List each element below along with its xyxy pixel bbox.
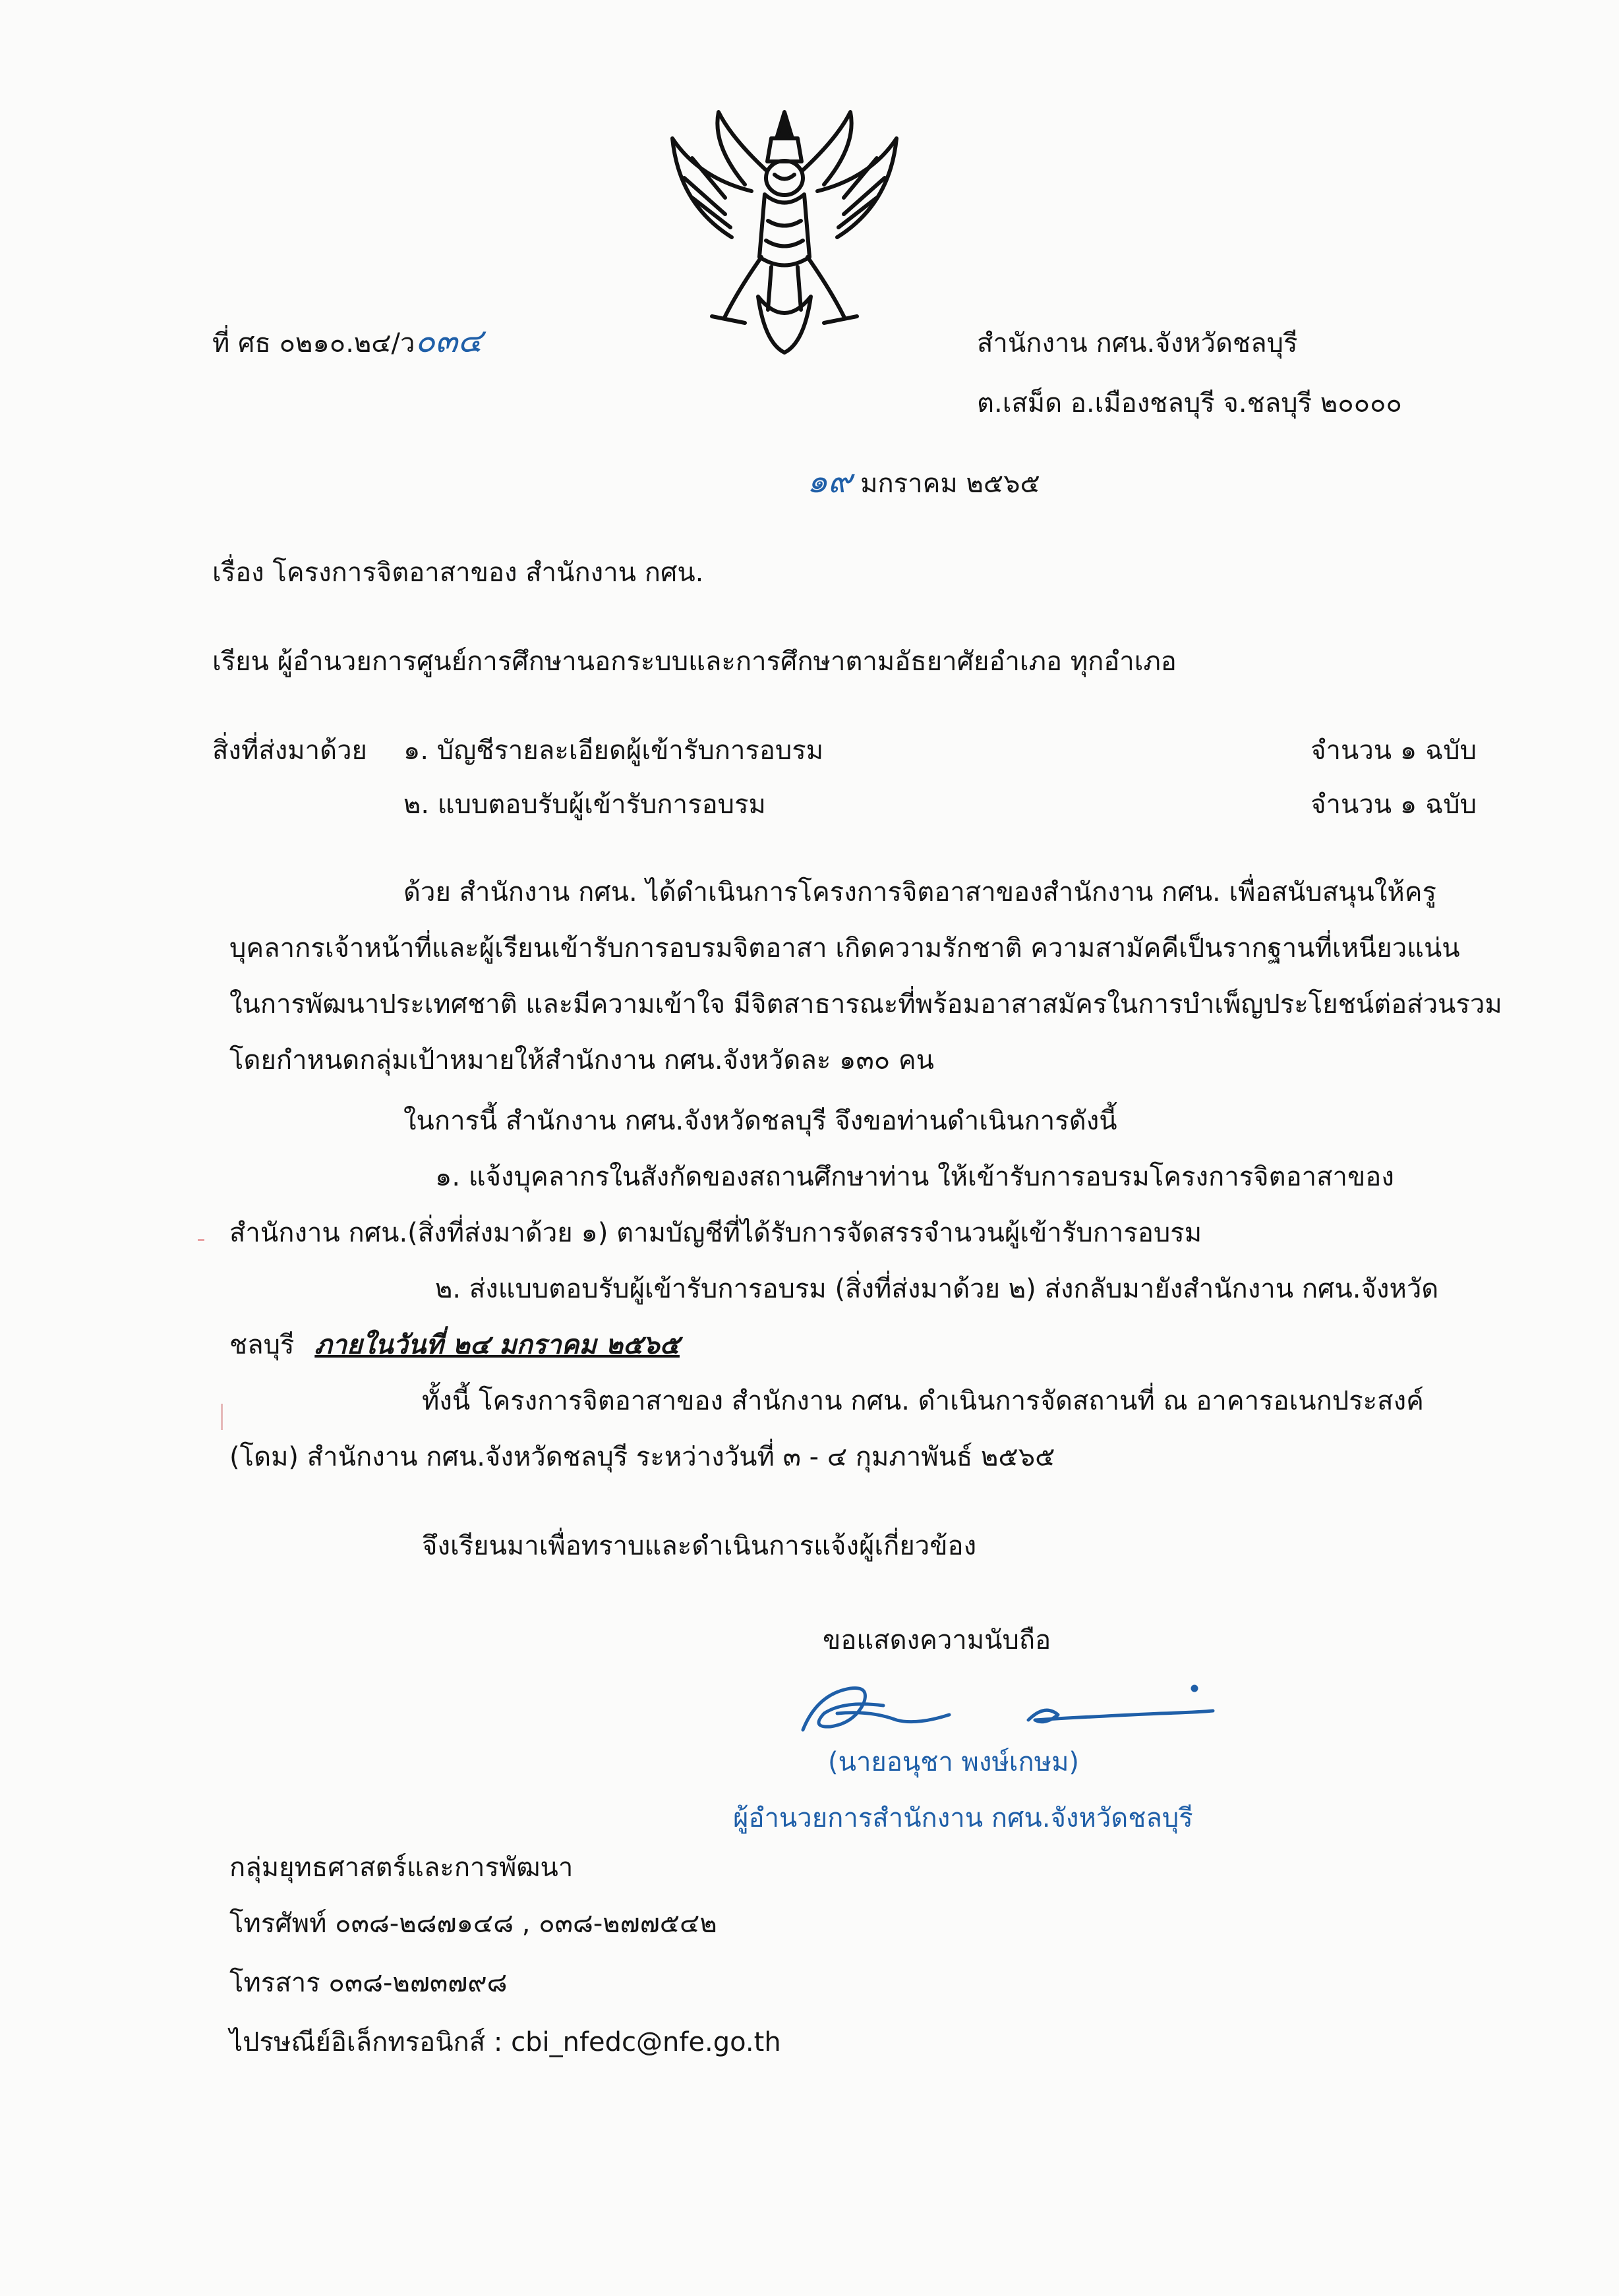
body-paragraph-1-line-1: ด้วย สำนักงาน กศน. ได้ดำเนินการโครงการจิตอาสาของสำนักงาน กศน. เพื่อสนับสนุนให้ครู	[403, 877, 1436, 907]
enclosures-label: สิ่งที่ส่งมาด้วย	[212, 735, 367, 766]
deadline-text: ภายในวันที่ ๒๔ มกราคม ๒๕๖๕	[314, 1330, 680, 1360]
subject-line: เรื่อง โครงการจิตอาสาของ สำนักงาน กศน.	[212, 558, 704, 588]
date-day-handwritten: ๑๙	[807, 462, 852, 500]
margin-mark	[221, 1404, 223, 1430]
reference-number	[212, 321, 483, 360]
footer-department: กลุ่มยุทธศาสตร์และการพัฒนา	[229, 1852, 574, 1883]
recipient-line: เรียน ผู้อำนวยการศูนย์การศึกษานอกระบบและการศึกษาตามอัธยาศัยอำเภอ ทุกอำเภอ	[212, 646, 1177, 677]
footer-phone: โทรศัพท์ ๐๓๘-๒๘๗๑๔๘ , ๐๓๘-๒๗๗๕๔๒	[229, 1909, 717, 1939]
footer-email: ไปรษณีย์อิเล็กทรอนิกส์ : cbi_nfedc@nfe.go.th	[229, 2027, 781, 2057]
closing-line: จึงเรียนมาเพื่อทราบและดำเนินการแจ้งผู้เกี่ยวข้อง	[422, 1531, 977, 1561]
body-paragraph-3-line-1: ทั้งนี้ โครงการจิตอาสาของ สำนักงาน กศน. ดำเนินการจัดสถานที่ ณ อาคารอเนกประสงค์	[422, 1386, 1424, 1416]
margin-mark	[198, 1239, 204, 1241]
body-paragraph-1-line-2: บุคลากรเจ้าหน้าที่และผู้เรียนเข้ารับการอบรมจิตอาสา เกิดความรักชาติ ความสามัคคีเป็นรากฐานที่เหนียวแน่น	[229, 933, 1460, 963]
action-item-2-line-2	[229, 1329, 680, 1361]
enclosure-item-2: ๒. แบบตอบรับผู้เข้ารับการอบรม	[403, 789, 766, 820]
enclosure-item-2-quantity: จำนวน ๑ ฉบับ	[1310, 789, 1477, 820]
body-paragraph-1-line-4: โดยกำหนดกลุ่มเป้าหมายให้สำนักงาน กศน.จังหวัดละ ๑๓๐ คน	[229, 1045, 935, 1076]
letter-date	[807, 461, 1040, 501]
reference-prefix: ที่ ศธ ๐๒๑๐.๒๔/ว	[212, 328, 415, 359]
handwritten-signature	[791, 1674, 1239, 1746]
action-item-1-line-1: ๑. แจ้งบุคลากรในสังกัดของสถานศึกษาท่าน ให้เข้ารับการอบรมโครงการจิตอาสาของ	[435, 1162, 1394, 1192]
body-paragraph-1-line-3: ในการพัฒนาประเทศชาติ และมีความเข้าใจ มีจิตสาธารณะที่พร้อมอาสาสมัครในการบำเพ็ญประโยชน์ต่อส่วนรวม	[229, 989, 1502, 1019]
action-item-2-line-1: ๒. ส่งแบบตอบรับผู้เข้ารับการอบรม (สิ่งที่ส่งมาด้วย ๒) ส่งกลับมายังสำนักงาน กศน.จังหวัด	[435, 1274, 1439, 1304]
body-paragraph-2: ในการนี้ สำนักงาน กศน.จังหวัดชลบุรี จึงขอท่านดำเนินการดังนี้	[403, 1106, 1117, 1136]
action-item-1-line-2: สำนักงาน กศน.(สิ่งที่ส่งมาด้วย ๑) ตามบัญชีที่ได้รับการจัดสรรจำนวนผู้เข้ารับการอบรม	[229, 1218, 1202, 1248]
office-address: ต.เสม็ด อ.เมืองชลบุรี จ.ชลบุรี ๒๐๐๐๐	[977, 388, 1402, 418]
action-item-2-prefix: ชลบุรี	[229, 1330, 295, 1360]
reference-handwritten-number: ๐๓๔	[415, 322, 483, 360]
enclosure-item-1-quantity: จำนวน ๑ ฉบับ	[1310, 735, 1477, 766]
office-name: สำนักงาน กศน.จังหวัดชลบุรี	[977, 328, 1298, 359]
body-paragraph-3-line-2: (โดม) สำนักงาน กศน.จังหวัดชลบุรี ระหว่างวันที่ ๓ - ๔ กุมภาพันธ์ ๒๕๖๕	[229, 1442, 1055, 1472]
signer-position: ผู้อำนวยการสำนักงาน กศน.จังหวัดชลบุรี	[733, 1803, 1193, 1833]
signer-name: (นายอนุชา พงษ์เกษม)	[828, 1747, 1080, 1777]
enclosure-item-1: ๑. บัญชีรายละเอียดผู้เข้ารับการอบรม	[403, 735, 824, 766]
regards-text: ขอแสดงความนับถือ	[823, 1625, 1051, 1655]
date-month-year: มกราคม ๒๕๖๕	[860, 469, 1040, 499]
garuda-emblem-icon	[653, 99, 916, 362]
footer-fax: โทรสาร ๐๓๘-๒๗๓๗๙๘	[229, 1968, 508, 1998]
